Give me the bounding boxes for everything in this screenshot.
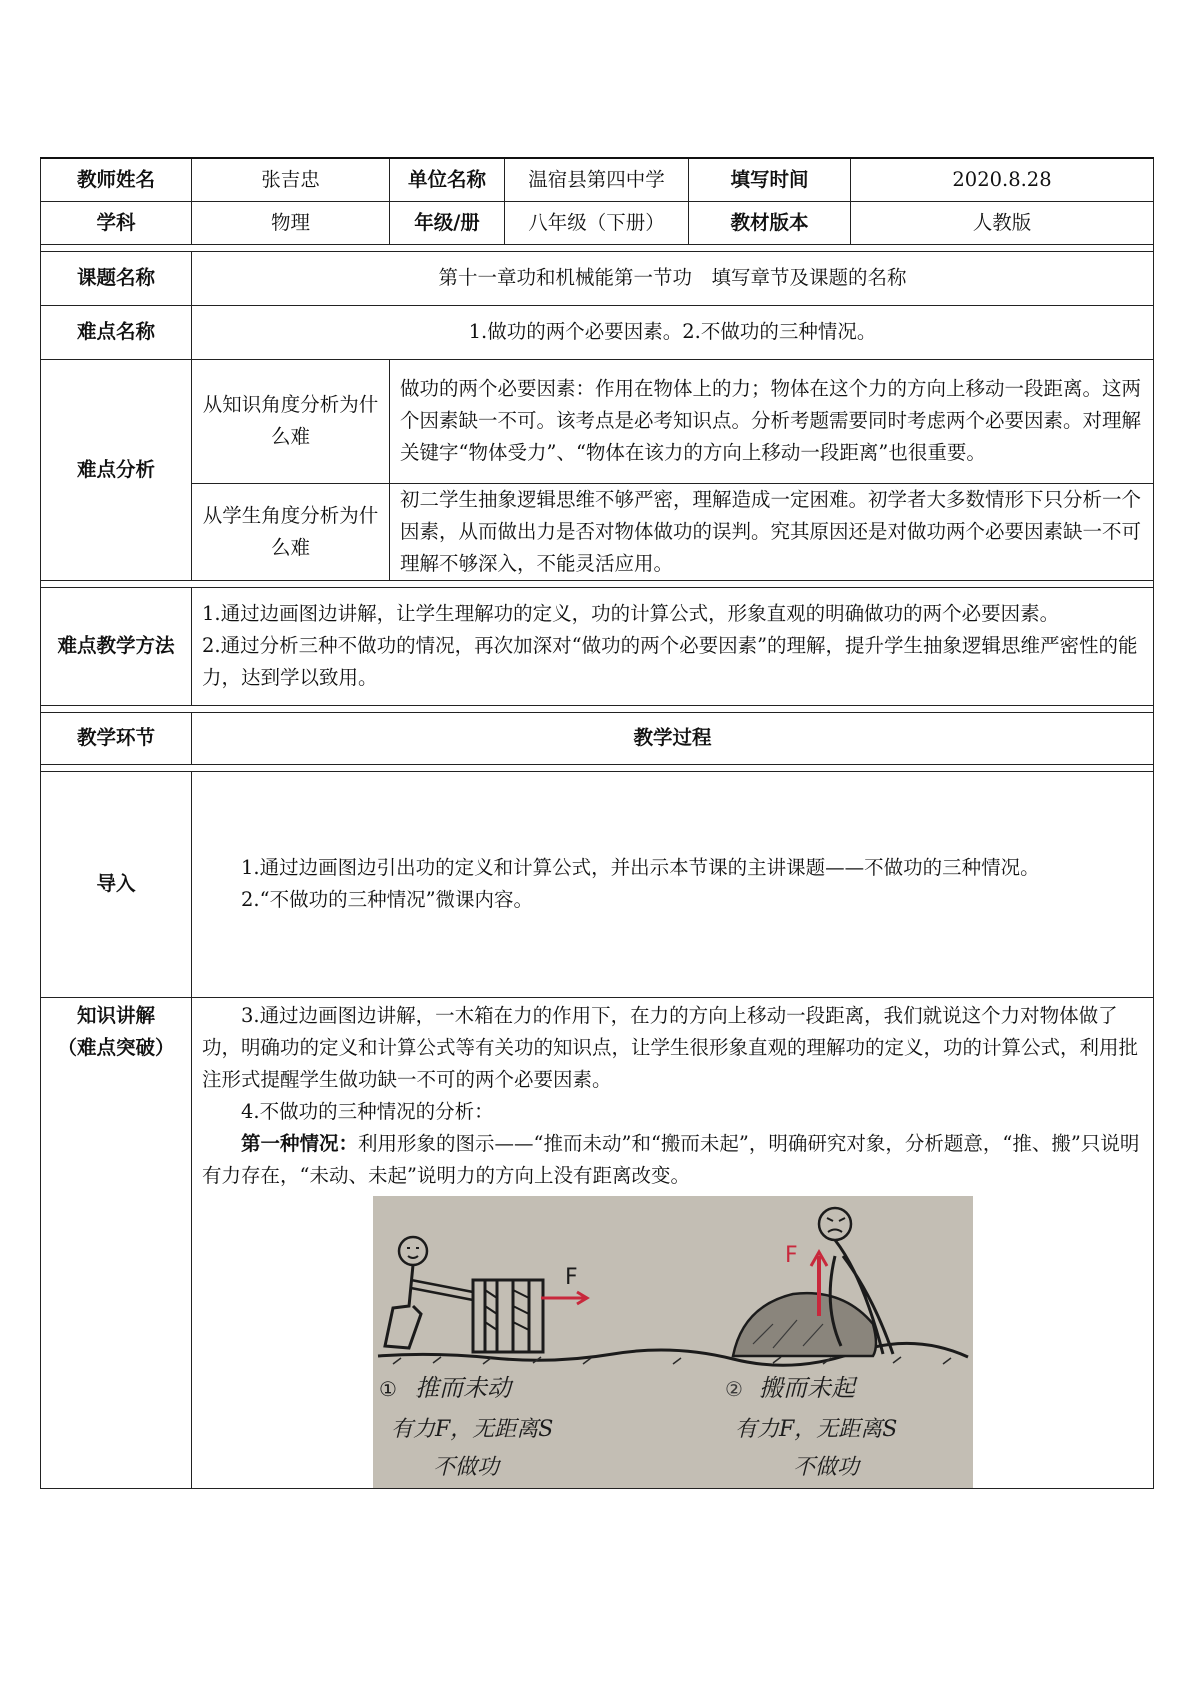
difficulty-value: 1.做功的两个必要因素。2.不做功的三种情况。: [192, 305, 1154, 359]
left-note-title: 推而未动: [414, 1373, 511, 1402]
intro-label: 导入: [41, 771, 192, 997]
left-note-line-3: 不做功: [432, 1454, 499, 1480]
grade-value: 八年级（下册）: [505, 201, 689, 244]
edition-label: 教材版本: [689, 201, 851, 244]
right-force-label: F: [784, 1242, 798, 1268]
knowledge-angle-label: 从知识角度分析为什么难: [192, 359, 390, 483]
sketch-svg: [373, 1196, 973, 1488]
unit-value: 温宿县第四中学: [505, 158, 689, 201]
knowledge-para-4: 4.不做功的三种情况的分析：: [241, 1099, 494, 1123]
subject-value: 物理: [192, 201, 390, 244]
knowledge-label-line-2: （难点突破）: [57, 1035, 175, 1059]
method-text: [192, 587, 1154, 705]
knowledge-label: [41, 997, 192, 1488]
info-row-2: [41, 201, 1154, 244]
analysis-label: 难点分析: [41, 359, 192, 580]
stage-header: 教学环节: [41, 712, 192, 764]
left-note-num: ①: [378, 1376, 397, 1401]
unit-label: 单位名称: [390, 158, 505, 201]
left-force-label: F: [564, 1264, 578, 1290]
intro-row: [41, 771, 1154, 997]
separator: [41, 244, 1154, 251]
method-label: 难点教学方法: [41, 587, 192, 705]
process-header: 教学过程: [192, 712, 1154, 764]
separator: [41, 580, 1154, 587]
knowledge-row: [41, 997, 1154, 1488]
subject-label: 学科: [41, 201, 192, 244]
process-header-row: [41, 712, 1154, 764]
case-1-title: 第一种情况：: [241, 1131, 359, 1155]
date-label: 填写时间: [689, 158, 851, 201]
right-note-line-3: 不做功: [792, 1454, 859, 1480]
analysis-row-student: [41, 483, 1154, 580]
difficulty-row: [41, 305, 1154, 359]
knowledge-para-3: 3.通过边画图边讲解，一木箱在力的作用下，在力的方向上移动一段距离，我们就说这个力对物体做了功，明确功的定义和计算公式等有关功的知识点，让学生很形象直观的理解功的定义，功的计算公式，利用批注形式提醒学生做功缺一不可的两个必要因素。: [202, 1003, 1139, 1091]
right-note-line-2: 有力F，无距离S: [734, 1416, 897, 1442]
knowledge-label-line-1: 知识讲解: [76, 1003, 155, 1027]
photo-wrap: [202, 1192, 1143, 1488]
knowledge-angle-text: 做功的两个必要因素：作用在物体上的力；物体在这个力的方向上移动一段距离。这两个因素缺一不可。该考点是必考知识点。分析考题需要同时考虑两个必要因素。对理解关键字“物体受力”、“物体在该力的方向上移动一段距离”也很重要。: [390, 359, 1154, 483]
topic-label: 课题名称: [41, 251, 192, 305]
lesson-form: [40, 157, 1154, 1489]
case-1-paragraph: [202, 1128, 1143, 1192]
date-value: 2020.8.28: [851, 158, 1154, 201]
topic-row: [41, 251, 1154, 305]
intro-text: [192, 771, 1154, 997]
teacher-value: 张吉忠: [192, 158, 390, 201]
right-note-num: ②: [724, 1376, 743, 1401]
intro-line-2: 2.“不做功的三种情况”微课内容。: [241, 888, 534, 911]
separator: [41, 705, 1154, 712]
method-line-1: 1.通过边画图边讲解，让学生理解功的定义，功的计算公式，形象直观的明确做功的两个必要因素。: [202, 602, 1060, 625]
left-note-line-2: 有力F，无距离S: [390, 1416, 553, 1442]
separator: [41, 764, 1154, 771]
analysis-row-knowledge: [41, 359, 1154, 483]
method-line-2: 2.通过分析三种不做功的情况，再次加深对“做功的两个必要因素”的理解，提升学生抽象逻辑思维严密性的能力，达到学以致用。: [202, 634, 1138, 689]
difficulty-label: 难点名称: [41, 305, 192, 359]
method-row: [41, 587, 1154, 705]
student-angle-text: 初二学生抽象逻辑思维不够严密，理解造成一定困难。初学者大多数情形下只分析一个因素，从而做出力是否对物体做功的误判。究其原因还是对做功两个必要因素缺一不可理解不够深入，不能灵活应用。: [390, 483, 1154, 580]
student-angle-label: 从学生角度分析为什么难: [192, 483, 390, 580]
right-note-title: 搬而未起: [758, 1373, 855, 1402]
teacher-label: 教师姓名: [41, 158, 192, 201]
edition-value: 人教版: [851, 201, 1154, 244]
case-1-text: 利用形象的图示——“推而未动”和“搬而未起”，明确研究对象，分析题意，“推、搬”只说明有力存在，“未动、未起”说明力的方向上没有距离改变。: [202, 1131, 1140, 1187]
info-row-1: [41, 158, 1154, 201]
knowledge-text: [192, 997, 1154, 1488]
topic-value: 第十一章功和机械能第一节功 填写章节及课题的名称: [192, 251, 1154, 305]
hand-drawn-photo: [373, 1196, 973, 1488]
grade-label: 年级/册: [390, 201, 505, 244]
intro-line-1: 1.通过边画图边引出功的定义和计算公式，并出示本节课的主讲课题——不做功的三种情况。: [241, 856, 1040, 879]
